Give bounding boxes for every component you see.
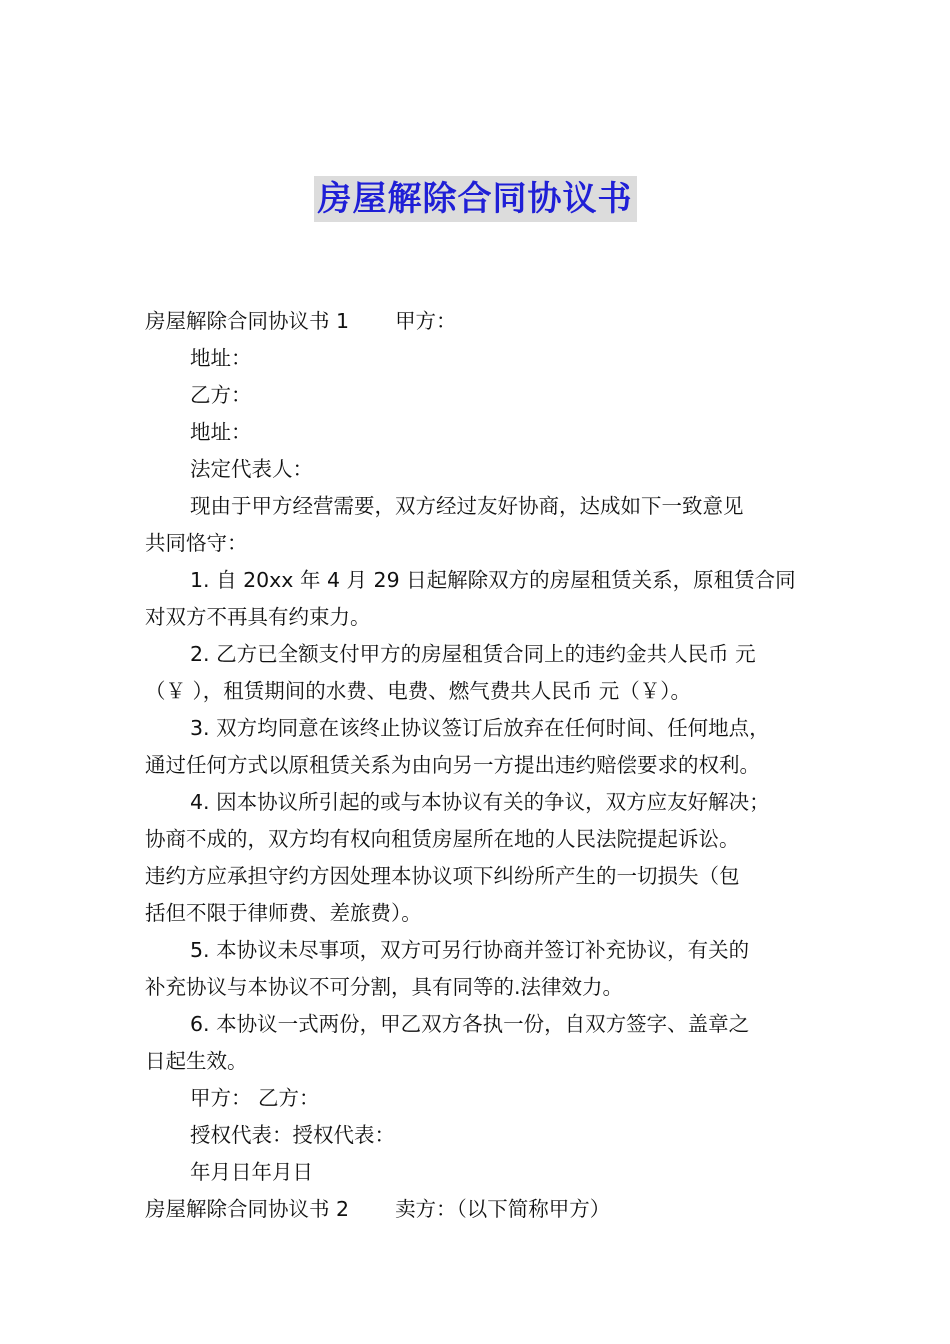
line-text: 1. 自 20xx 年 4 月 29 日起解除双方的房屋租赁关系，原租赁合同 [190, 568, 796, 592]
line-text: 2. 乙方已全额支付甲方的房屋租赁合同上的违约金共人民币 元 [190, 642, 756, 666]
line-text: 年月日年月日 [190, 1160, 313, 1184]
paragraph-line [145, 858, 815, 895]
document-body [145, 303, 815, 1228]
line-text: 共同恪守： [145, 531, 248, 555]
paragraph-line [145, 784, 815, 821]
title-container [0, 176, 950, 222]
line-text: 补充协议与本协议不可分割，具有同等的.法律效力。 [145, 975, 624, 999]
paragraph-line [145, 599, 815, 636]
line-text: 协商不成的，双方均有权向租赁房屋所在地的人民法院提起诉讼。 [145, 827, 740, 851]
line-text: 地址： [190, 420, 252, 444]
paragraph-line [145, 1006, 815, 1043]
line-suffix: 卖方：（以下简称甲方） [395, 1197, 611, 1221]
paragraph-line [145, 895, 815, 932]
line-text: 甲方： 乙方： [190, 1086, 320, 1110]
line-suffix: 甲方： [395, 309, 457, 333]
line-text: 3. 双方均同意在该终止协议签订后放弃在任何时间、任何地点， [190, 716, 770, 740]
line-text: 法定代表人： [190, 457, 313, 481]
paragraph-line [145, 525, 815, 562]
paragraph-line [145, 821, 815, 858]
paragraph-line [145, 562, 815, 599]
paragraph-line [145, 340, 815, 377]
line-text: 4. 因本协议所引起的或与本协议有关的争议，双方应友好解决； [190, 790, 770, 814]
line-text: 乙方： [190, 383, 252, 407]
paragraph-line [145, 710, 815, 747]
line-text: 通过任何方式以原租赁关系为由向另一方提出违约赔偿要求的权利。 [145, 753, 760, 777]
line-text: 房屋解除合同协议书 2 [145, 1197, 350, 1221]
line-text: 授权代表：授权代表： [190, 1123, 395, 1147]
line-text: 违约方应承担守约方因处理本协议项下纠纷所产生的一切损失（包 [145, 864, 740, 888]
line-text: 5. 本协议未尽事项，双方可另行协商并签订补充协议，有关的 [190, 938, 750, 962]
paragraph-line [145, 636, 815, 673]
line-text: （￥ ），租赁期间的水费、电费、燃气费共人民币 元（￥）。 [145, 679, 692, 703]
paragraph-line [145, 673, 815, 710]
paragraph-line [145, 451, 815, 488]
line-text: 对双方不再具有约束力。 [145, 605, 371, 629]
paragraph-line [145, 969, 815, 1006]
paragraph-line [145, 932, 815, 969]
paragraph-line [145, 488, 815, 525]
document-title: 房屋解除合同协议书 [314, 176, 637, 222]
line-text: 房屋解除合同协议书 1 [145, 309, 350, 333]
paragraph-line [145, 1191, 815, 1228]
paragraph-line [145, 1080, 815, 1117]
line-text: 日起生效。 [145, 1049, 248, 1073]
paragraph-line [145, 377, 815, 414]
paragraph-line [145, 414, 815, 451]
line-text: 地址： [190, 346, 252, 370]
line-text: 6. 本协议一式两份，甲乙双方各执一份，自双方签字、盖章之 [190, 1012, 750, 1036]
paragraph-line [145, 1154, 815, 1191]
line-text: 括但不限于律师费、差旅费）。 [145, 901, 422, 925]
paragraph-line [145, 1043, 815, 1080]
paragraph-line [145, 1117, 815, 1154]
paragraph-line [145, 303, 815, 340]
line-text: 现由于甲方经营需要，双方经过友好协商，达成如下一致意见 [190, 494, 744, 518]
paragraph-line [145, 747, 815, 784]
